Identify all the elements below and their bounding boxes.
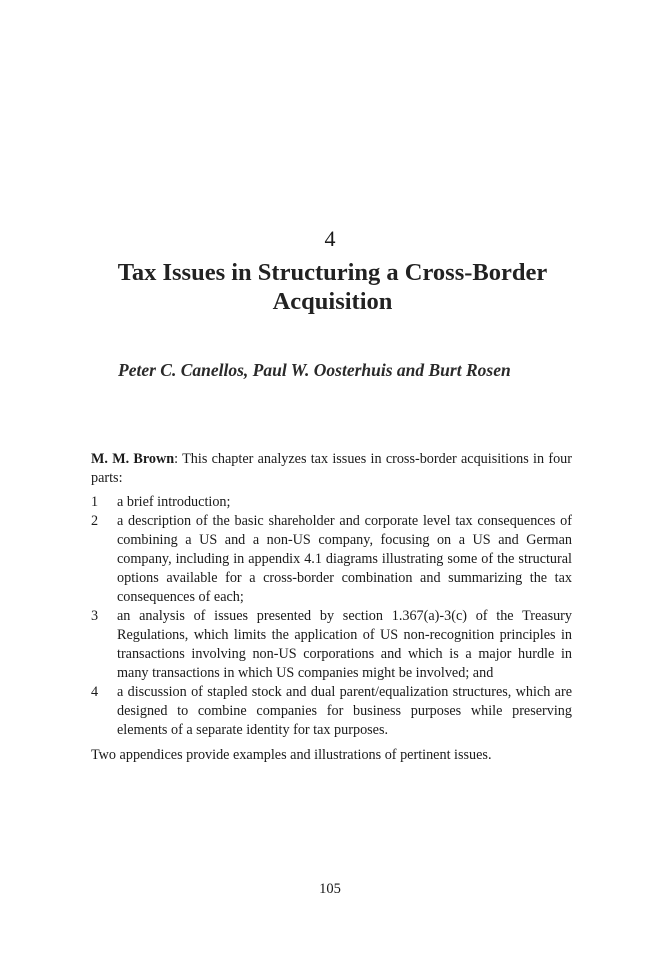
list-item-number: 4: [91, 684, 99, 700]
list-item: [91, 683, 572, 740]
parts-list: [91, 493, 572, 740]
page-number: 105: [319, 881, 341, 897]
chapter-summary: [91, 450, 572, 765]
list-item: [91, 512, 572, 607]
list-item-text: a brief introduction;: [117, 494, 231, 510]
list-item-text: a description of the basic shareholder and corporate level tax consequences of combining a US and a non-US company, focusing on a US and German company, including in appendix 4.1 diagrams illustrating some of the structural options available for a cross-border combination and summarizing the tax consequences of each;: [117, 513, 572, 605]
list-item-number: 2: [91, 513, 99, 529]
chapter-number: 4: [324, 226, 336, 251]
list-item-number: 3: [91, 608, 99, 624]
closing-paragraph: Two appendices provide examples and illustrations of pertinent issues.: [91, 747, 492, 763]
list-item-text: a discussion of stapled stock and dual parent/equalization structures, which are designed to combine companies for business purposes while preserving elements of a separate identity for tax purposes.: [117, 684, 572, 738]
list-item: [91, 493, 572, 512]
list-item-text: an analysis of issues presented by section 1.367(a)-3(c) of the Treasury Regulations, which limits the application of US non-recognition principles in transactions involving non-US corporations and which is a major hurdle in many transactions in which US companies might be involved; and: [117, 608, 572, 681]
intro-speaker: M. M. Brown: [91, 451, 175, 467]
chapter-authors: Peter C. Canellos, Paul W. Oosterhuis and Burt Rosen: [118, 360, 511, 380]
intro-paragraph: [91, 450, 572, 488]
chapter-title: Tax Issues in Structuring a Cross-Border Acquisition: [117, 259, 548, 315]
list-item: [91, 607, 572, 683]
intro-text: : This chapter analyzes tax issues in cross-border acquisitions in four parts:: [91, 451, 572, 486]
list-item-number: 1: [91, 494, 99, 510]
